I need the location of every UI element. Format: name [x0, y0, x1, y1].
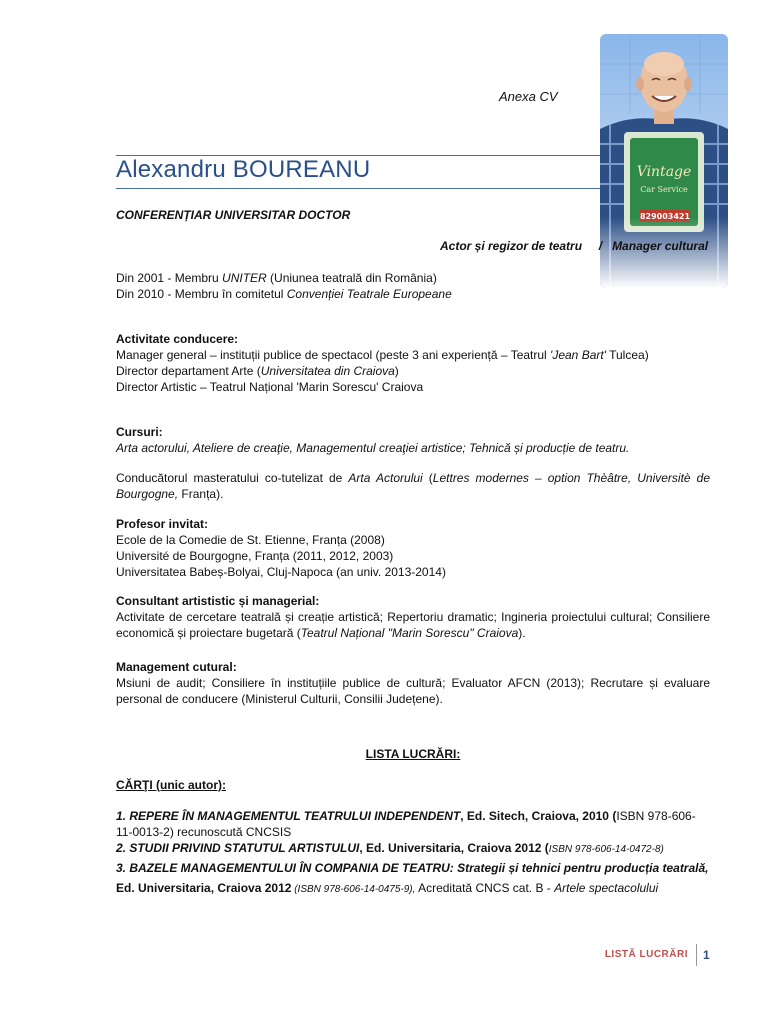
- page-number: 1: [703, 948, 710, 962]
- book-item-3-continued: Ed. Universitaria, Craiova 2012 (ISBN 978-606-14-0475-9), Acreditată CNCS cat. B - Artele spectacolului: [116, 881, 659, 895]
- master-program-paragraph: Conducătorul masteratului co-tutelizat de Arta Actorului (Lettres modernes – option Thèâtre, Universitè de Bourgogne, Franța).: [116, 471, 711, 501]
- books-subheading: CĂRŢI (unic autor):: [116, 778, 226, 792]
- leadership-line-1: Manager general – instituții publice de spectacol (peste 3 ani experiență – Teatrul 'Jean Bart' Tulcea): [116, 348, 649, 362]
- academic-title: CONFERENȚIAR UNIVERSITAR DOCTOR: [116, 208, 351, 222]
- consultant-heading: Consultant artististic și managerial:: [116, 594, 320, 608]
- leadership-heading: Activitate conducere:: [116, 332, 239, 346]
- annex-label: Anexa CV: [499, 89, 558, 104]
- membership-section: [116, 270, 710, 302]
- membership-line-2: Din 2010 - Membru în comitetul Convenției Teatrale Europeane: [116, 287, 452, 301]
- book-item-2: 2. STUDII PRIVIND STATUTUL ARTISTULUI, Ed. Universitaria, Craiova 2012 (ISBN 978-606-14-0472-8): [116, 841, 664, 855]
- visiting-line-1: Ecole de la Comedie de St. Etienne, Franța (2008): [116, 533, 385, 547]
- membership-line-1: Din 2001 - Membru UNITER (Uniunea teatrală din România): [116, 271, 437, 285]
- visiting-professor-section: [116, 516, 710, 580]
- cultural-management-section: [116, 659, 710, 707]
- leadership-line-2: Director departament Arte (Universitatea din Craiova): [116, 364, 399, 378]
- book-item-1: 1. REPERE ÎN MANAGEMENTUL TEATRULUI INDEPENDENT, Ed. Sitech, Craiova, 2010 (ISBN 978-606-11-0013-2) recunoscută CNCSIS: [116, 809, 696, 839]
- courses-section: [116, 424, 710, 456]
- consultant-section: [116, 593, 710, 641]
- visiting-line-2: Université de Bourgogne, Franța (2011, 2012, 2003): [116, 549, 394, 563]
- person-name: Alexandru BOUREANU: [116, 156, 371, 183]
- visiting-line-3: Universitatea Babeș-Bolyai, Cluj-Napoca (an univ. 2013-2014): [116, 565, 446, 579]
- footer-divider: [696, 944, 697, 966]
- leadership-section: [116, 331, 710, 395]
- cultural-management-heading: Management cutural:: [116, 660, 237, 674]
- courses-list: Arta actorului, Ateliere de creaţie, Managementul creaţiei artistice; Tehnică și producție de teatru.: [116, 441, 630, 455]
- role-manager: Manager cultural: [612, 239, 709, 253]
- cultural-management-paragraph: Msiuni de audit; Consiliere în instituțiile publice de cultură; Evaluator AFCN (2013); Recrutare și evaluare personal de conducere (Ministerul Culturii, Consilii Județene).: [116, 676, 710, 706]
- footer-label: LISTĂ LUCRĂRI: [604, 949, 688, 960]
- leadership-line-3: Director Artistic – Teatrul Național 'Marin Sorescu' Craiova: [116, 380, 424, 394]
- consultant-paragraph: Activitate de cercetare teatrală și creație artistică; Repertoriu dramatic; Ingineria proiectului cultural; Consiliere economică și proiectare bugetară (Teatrul Național "Marin Sorescu" Craiova).: [116, 610, 710, 640]
- name-bottom-rule: [116, 188, 600, 189]
- role-actor: Actor și regizor de teatru: [440, 239, 583, 253]
- book-item-3: 3. BAZELE MANAGEMENTULUI ÎN COMPANIA DE TEATRU: Strategii și tehnici pentru producția teatrală,: [116, 861, 709, 875]
- works-list-heading: LISTA LUCRĂRI:: [365, 747, 461, 761]
- roles-line: [440, 239, 708, 253]
- role-separator: /: [598, 239, 603, 253]
- visiting-heading: Profesor invitat:: [116, 517, 209, 531]
- courses-heading: Cursuri:: [116, 425, 163, 439]
- books-list: [116, 808, 710, 898]
